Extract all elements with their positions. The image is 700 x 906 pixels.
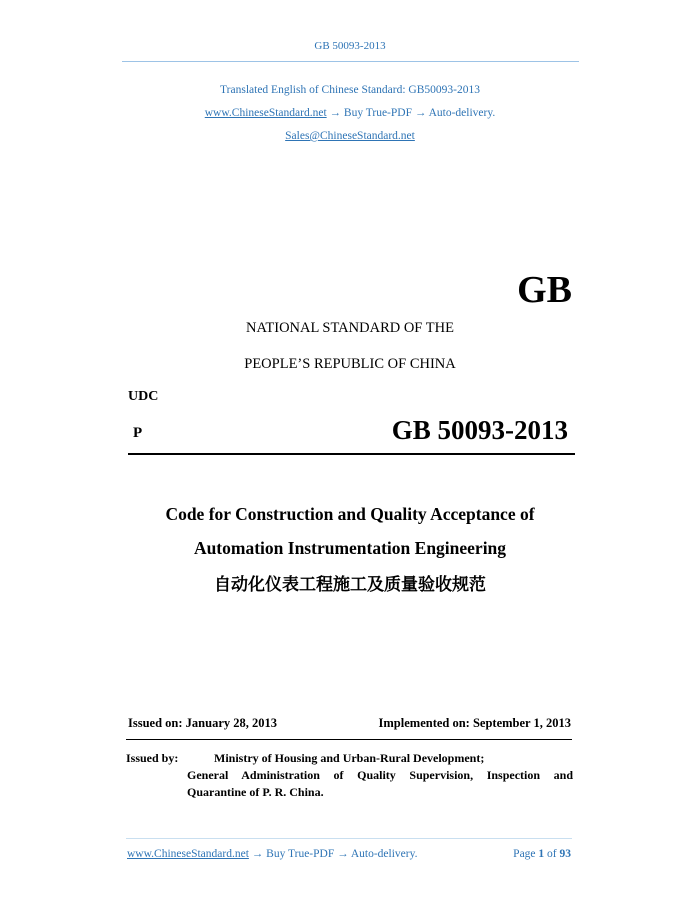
title-en-line2: Automation Instrumentation Engineering bbox=[193, 538, 507, 558]
national-standard-line1: NATIONAL STANDARD OF THE bbox=[246, 320, 454, 336]
issued-by-label: Issued by: bbox=[126, 751, 179, 765]
standard-number: GB 50093-2013 bbox=[391, 415, 568, 445]
national-standard-line2: PEOPLE’S REPUBLIC OF CHINA bbox=[244, 356, 456, 372]
udc-label: UDC bbox=[128, 389, 159, 404]
title-divider bbox=[128, 453, 575, 455]
page-total: 93 bbox=[559, 848, 571, 860]
dates-divider bbox=[126, 739, 572, 740]
implemented-date: Implemented on: September 1, 2013 bbox=[378, 716, 571, 730]
title-cn: 自动化仪表工程施工及质量验收规范 bbox=[214, 575, 486, 595]
footer-site-link[interactable]: www.ChineseStandard.net bbox=[127, 848, 249, 860]
purchase-text: → Buy True-PDF → Auto-delivery. bbox=[326, 107, 496, 119]
footer-purchase-text: → Buy True-PDF → Auto-delivery. bbox=[248, 848, 418, 860]
purchase-line bbox=[0, 107, 700, 119]
p-label: P bbox=[133, 425, 143, 441]
header-doc-id: GB 50093-2013 bbox=[314, 40, 386, 52]
translation-note: Translated English of Chinese Standard: GB50093-2013 bbox=[220, 84, 480, 96]
site-link[interactable]: www.ChineseStandard.net bbox=[204, 107, 327, 119]
header-divider bbox=[122, 61, 579, 62]
footer-divider bbox=[126, 838, 572, 839]
issued-date: Issued on: January 28, 2013 bbox=[128, 716, 277, 730]
page-word: Page bbox=[513, 848, 536, 860]
footer-purchase-line bbox=[127, 848, 417, 860]
issued-by-line2: General Administration of Quality Supervision, Inspection and bbox=[187, 768, 573, 782]
title-en-line1: Code for Construction and Quality Acceptance of bbox=[165, 504, 535, 524]
sales-email-link[interactable]: Sales@ChineseStandard.net bbox=[285, 130, 415, 142]
email-line bbox=[0, 130, 700, 142]
of-word: of bbox=[547, 848, 557, 860]
issued-by-line1: Ministry of Housing and Urban-Rural Development; bbox=[214, 751, 485, 765]
page-current: 1 bbox=[538, 848, 545, 860]
gb-logo: GB bbox=[517, 269, 572, 311]
issued-by-line3: Quarantine of P. R. China. bbox=[187, 785, 324, 799]
page-indicator bbox=[513, 848, 571, 860]
